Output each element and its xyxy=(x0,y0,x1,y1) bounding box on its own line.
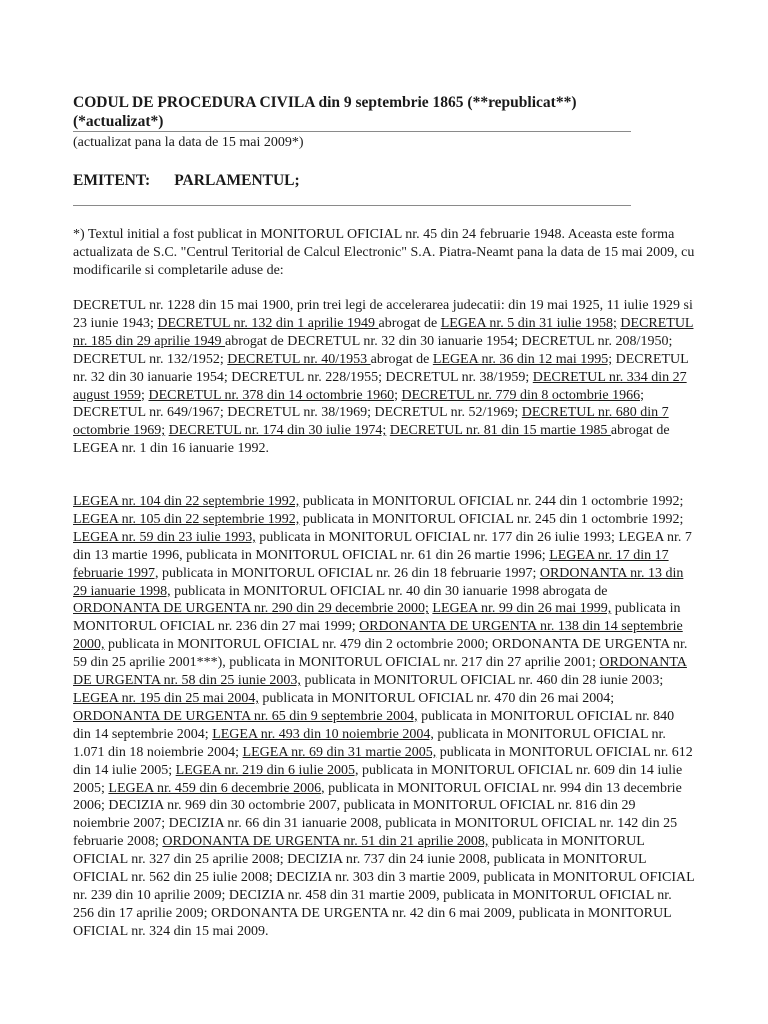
emitent-label: EMITENT: xyxy=(73,172,151,189)
document-title: CODUL DE PROCEDURA CIVILA din 9 septembrie 1865 (**republicat**) (*actualizat*) xyxy=(73,94,577,130)
legal-reference-link[interactable]: DECRETUL nr. 185 din 29 aprilie 1949 xyxy=(73,315,694,349)
legal-reference-link[interactable]: ORDONANTA DE URGENTA nr. 51 din 21 aprilie 2008, xyxy=(162,834,489,850)
legal-reference-link[interactable]: LEGEA nr. 459 din 6 decembrie 2006, xyxy=(108,780,325,796)
legal-reference-link[interactable]: DECRETUL nr. 334 din 27 august 1959; xyxy=(73,369,687,403)
legal-reference-link[interactable]: DECRETUL nr. 680 din 7 octombrie 1969; xyxy=(73,405,669,439)
legal-reference-link[interactable]: LEGEA nr. 195 din 25 mai 2004, xyxy=(73,690,259,706)
legal-reference-link[interactable]: LEGEA nr. 493 din 10 noiembrie 2004, xyxy=(212,726,434,742)
legal-reference-link[interactable]: DECRETUL nr. 132 din 1 aprilie 1949 xyxy=(157,315,379,331)
paragraph-text: DECRETUL nr. 1228 din 15 mai 1900, prin trei legi de accelerarea judecatii: din 19 mai 1925, 11 iulie 1929 si 23 iunie 1943; xyxy=(73,298,693,331)
legal-reference-link[interactable]: ORDONANTA DE URGENTA nr. 138 din 14 septembrie 2000, xyxy=(73,619,683,653)
paragraph-text: publicata in MONITORUL OFICIAL nr. 460 din 28 iunie 2003; xyxy=(300,673,664,689)
legal-reference-link[interactable]: LEGEA nr. 99 din 26 mai 1999, xyxy=(432,601,612,617)
paragraph-text: publicata in MONITORUL OFICIAL nr. 840 din 14 septembrie 2004; xyxy=(73,708,675,742)
legal-reference-link[interactable]: DECRETUL nr. 81 din 15 martie 1985 xyxy=(389,423,611,439)
legal-reference-link[interactable]: ORDONANTA DE URGENTA nr. 58 din 25 iunie 2003, xyxy=(73,655,687,689)
legal-reference-link[interactable]: LEGEA nr. 17 din 17 februarie 1997, xyxy=(73,547,669,581)
intro-paragraph xyxy=(73,226,695,280)
paragraph-text: publicata in MONITORUL OFICIAL nr. 327 din 25 aprilie 2008; DECIZIA nr. 737 din 24 iunie 2008, publicata in MONITORUL OFICIAL nr. 562 din 25 iulie 2008; DECIZIA nr. 303 din 3 martie 2009, publicata in MONITORUL OFICIAL nr. 239 din 10 aprilie 2009; DECIZIA nr. 458 din 31 martie 2009, publicata in MONITORUL OFICIAL nr. 256 din 17 aprilie 2009; ORDONANTA DE URGENTA nr. 42 din 6 mai 2009, publicata in MONITORUL OFICIAL nr. 324 din 15 mai 2009. xyxy=(73,834,695,939)
legal-reference-link[interactable]: DECRETUL nr. 779 din 8 octombrie 1966; xyxy=(401,387,644,403)
paragraph-text: publicata in MONITORUL OFICIAL nr. 177 din 26 iulie 1993; LEGEA nr. 7 din 13 martie 1996, publicata in MONITORUL OFICIAL nr. 61 din 26 martie 1996; xyxy=(73,529,692,563)
paragraph-text: abrogat de xyxy=(370,351,433,367)
emitent-value: PARLAMENTUL; xyxy=(174,172,300,189)
legal-reference-link[interactable]: LEGEA nr. 36 din 12 mai 1995; xyxy=(432,351,613,367)
legal-reference-link[interactable]: LEGEA nr. 104 din 22 septembrie 1992, xyxy=(73,494,300,509)
legal-reference-link[interactable]: LEGEA nr. 105 din 22 septembrie 1992, xyxy=(73,511,300,527)
legal-reference-link[interactable]: LEGEA nr. 219 din 6 iulie 2005, xyxy=(175,762,359,778)
paragraph-text: publicata in MONITORUL OFICIAL nr. 245 din 1 octombrie 1992; xyxy=(299,511,684,527)
legal-reference-link[interactable]: LEGEA nr. 5 din 31 iulie 1958; xyxy=(440,315,617,331)
legal-reference-link[interactable]: LEGEA nr. 59 din 23 iulie 1993, xyxy=(73,529,256,545)
emitent-line xyxy=(73,171,300,190)
paragraph-text: publicata in MONITORUL OFICIAL nr. 994 din 13 decembrie 2006; DECIZIA nr. 969 din 30 octombrie 2007, publicata in MONITORUL OFICIAL nr. 816 din 29 noiembrie 2007; DECIZIA nr. 66 din 31 ianuarie 2008, publicata in MONITORUL OFICIAL nr. 142 din 25 februarie 2008; xyxy=(73,780,682,850)
legal-reference-link[interactable]: LEGEA nr. 69 din 31 martie 2005, xyxy=(242,744,437,760)
paragraph-text: DECRETUL nr. 649/1967; DECRETUL nr. 38/1969; DECRETUL nr. 52/1969; xyxy=(73,405,522,421)
legal-reference-link[interactable]: DECRETUL nr. 40/1953 xyxy=(227,351,371,367)
title-divider xyxy=(73,131,631,132)
emitent-divider xyxy=(73,205,631,206)
paragraph-text: DECRETUL nr. 32 din 30 ianuarie 1954; DECRETUL nr. 228/1955; DECRETUL nr. 38/1959; xyxy=(73,351,689,385)
paragraph-text: publicata in MONITORUL OFICIAL nr. 609 din 14 iulie 2005; xyxy=(73,762,683,796)
paragraph-text: publicata in MONITORUL OFICIAL nr. 40 din 30 ianuarie 1998 abrogata de xyxy=(170,583,608,599)
paragraph-text: publicata in MONITORUL OFICIAL nr. 26 din 18 februarie 1997; xyxy=(158,565,540,581)
legal-reference-link[interactable]: ORDONANTA nr. 13 din 29 ianuarie 1998, xyxy=(73,565,684,599)
legal-reference-link[interactable]: ORDONANTA DE URGENTA nr. 65 din 9 septembrie 2004, xyxy=(73,708,418,724)
paragraph-text: publicata in MONITORUL OFICIAL nr. 470 din 26 mai 2004; xyxy=(258,690,615,706)
paragraph-text: abrogat de xyxy=(378,315,441,331)
legal-reference-link[interactable]: DECRETUL nr. 378 din 14 octombrie 1960; xyxy=(148,387,398,403)
paragraph-text: publicata in MONITORUL OFICIAL nr. 479 din 2 octombrie 2000; ORDONANTA DE URGENTA nr. 59 din 25 aprilie 2001***), publicata in MONITORUL OFICIAL nr. 217 din 27 aprilie 2001; xyxy=(73,637,688,671)
paragraph-text: publicata in MONITORUL OFICIAL nr. 612 din 14 iulie 2005; xyxy=(73,744,693,778)
laws-paragraph xyxy=(73,493,695,941)
updated-note: (actualizat pana la data de 15 mai 2009*) xyxy=(73,135,304,150)
paragraph-text: abrogat de DECRETUL nr. 32 din 30 ianuarie 1954; DECRETUL nr. 208/1950; DECRETUL nr. 132/1952; xyxy=(73,333,673,367)
paragraph-text: publicata in MONITORUL OFICIAL nr. 244 din 1 octombrie 1992; xyxy=(299,494,684,509)
legal-reference-link[interactable]: DECRETUL nr. 174 din 30 iulie 1974; xyxy=(168,423,387,439)
paragraph-text: publicata in MONITORUL OFICIAL nr. 236 din 27 mai 1999; xyxy=(73,601,681,635)
paragraph-text: publicata in MONITORUL OFICIAL nr. 1.071 din 18 noiembrie 2004; xyxy=(73,726,666,760)
paragraph-text: abrogat de LEGEA nr. 1 din 16 ianuarie 1992. xyxy=(73,423,670,457)
paragraph-text: *) Textul initial a fost publicat in MONITORUL OFICIAL nr. 45 din 24 februarie 1948. Aceasta este forma actualizata de S.C. "Centrul Teritorial de Calcul Electronic" S.A. Piatra-Neamt pana la data de 15 mai 2009, cu modificarile si completarile aduse de: xyxy=(73,227,695,278)
legal-reference-link[interactable]: ORDONANTA DE URGENTA nr. 290 din 29 decembrie 2000; xyxy=(73,601,429,617)
decrees-paragraph xyxy=(73,297,695,458)
